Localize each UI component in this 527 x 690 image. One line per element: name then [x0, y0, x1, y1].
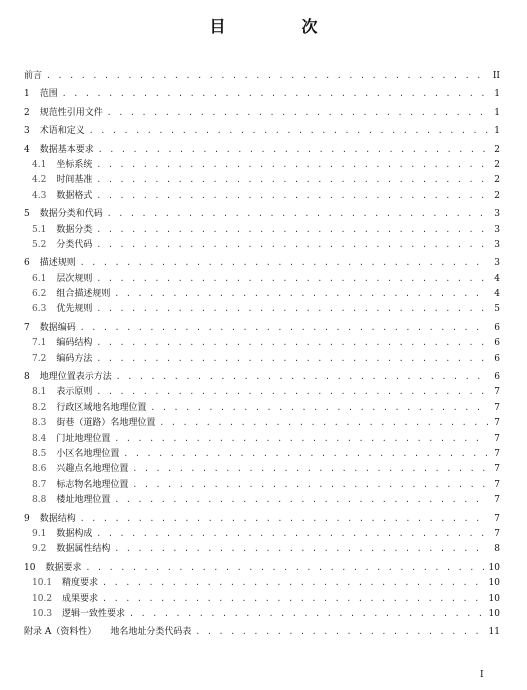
- toc-entry-number: 4.2: [32, 175, 47, 186]
- dot-leader: [114, 431, 488, 446]
- toc-entry[interactable]: [24, 301, 500, 316]
- toc-entry-label: 层次规则: [56, 273, 93, 284]
- dot-leader: [96, 271, 488, 286]
- toc-entry[interactable]: [24, 384, 500, 399]
- toc-entry-label: 规范性引用文件: [39, 107, 103, 118]
- toc-entry-number: 5.2: [32, 239, 47, 250]
- dot-leader: [96, 172, 488, 187]
- toc-entry-page: 3: [494, 258, 500, 269]
- toc-entry-number: 8.3: [32, 418, 47, 429]
- dot-leader: [107, 206, 488, 221]
- toc-entry[interactable]: [24, 172, 500, 187]
- toc-entry[interactable]: [24, 222, 500, 237]
- dot-leader: [195, 624, 484, 639]
- toc-entry[interactable]: [24, 606, 500, 621]
- toc-entry[interactable]: [24, 477, 500, 492]
- toc-entry-number: 4.3: [32, 190, 47, 201]
- toc-entry[interactable]: [24, 105, 500, 120]
- toc-entry-page: 7: [494, 495, 500, 506]
- dot-leader: [96, 237, 488, 252]
- toc-entry-label: 精度要求: [62, 578, 99, 589]
- toc-entry-page: II: [492, 71, 500, 81]
- toc-entry[interactable]: [24, 446, 500, 461]
- toc-entry-page: 7: [494, 513, 500, 524]
- toc-entry-number: 4: [24, 144, 30, 155]
- toc-entry[interactable]: [24, 320, 500, 335]
- toc-entry-label: 数据分类和代码: [39, 209, 103, 220]
- dot-leader: [96, 351, 488, 366]
- dot-leader: [46, 68, 488, 83]
- dot-leader: [96, 188, 488, 203]
- dot-leader: [123, 446, 488, 461]
- dot-leader: [114, 286, 488, 301]
- toc-entry[interactable]: [24, 575, 500, 590]
- toc-entry-label: 编码结构: [56, 338, 93, 349]
- dot-leader: [80, 511, 488, 526]
- toc-entry-number: 5: [24, 209, 30, 220]
- dot-leader: [98, 142, 488, 157]
- toc-entry[interactable]: [24, 335, 500, 350]
- toc-entry[interactable]: [24, 206, 500, 221]
- toc-entry-number: 9.1: [32, 528, 47, 539]
- toc-entry[interactable]: [24, 157, 500, 172]
- dot-leader: [159, 415, 488, 430]
- toc-entry-page: 2: [494, 190, 500, 201]
- dot-leader: [96, 222, 488, 237]
- table-of-contents: [24, 68, 500, 640]
- dot-leader: [96, 526, 488, 541]
- toc-entry-label: 分类代码: [56, 239, 93, 250]
- dot-leader: [116, 369, 488, 384]
- dot-leader: [62, 86, 488, 101]
- page-number: I: [480, 670, 484, 680]
- dot-leader: [107, 105, 488, 120]
- toc-entry-label: 编码方法: [56, 353, 93, 364]
- toc-entry-page: 4: [494, 273, 500, 284]
- toc-entry-label: 坐标系统: [56, 159, 93, 170]
- toc-entry-label: 街巷（道路）名地理位置: [56, 418, 156, 429]
- toc-entry-page: 1: [494, 89, 500, 100]
- toc-entry-number: 附录 A（资料性）: [24, 627, 97, 638]
- toc-entry-number: 10: [24, 562, 36, 573]
- toc-entry-number: 8.7: [32, 479, 47, 490]
- toc-entry-label: 兴趣点名地理位置: [56, 464, 129, 475]
- toc-entry-label: 前言: [24, 71, 43, 81]
- toc-entry-number: 7.1: [32, 338, 47, 349]
- dot-leader: [80, 255, 488, 270]
- toc-entry-label: 数据要求: [45, 562, 82, 573]
- toc-entry-page: 7: [494, 402, 500, 413]
- toc-entry-number: 8.8: [32, 495, 47, 506]
- dot-leader: [80, 320, 488, 335]
- toc-entry[interactable]: [24, 400, 500, 415]
- toc-entry-page: 7: [494, 448, 500, 459]
- toc-entry-page: 7: [494, 418, 500, 429]
- toc-entry-label: 数据构成: [56, 528, 93, 539]
- toc-entry-label: 地理位置表示方法: [39, 372, 112, 383]
- toc-entry-label: 数据属性结构: [56, 544, 111, 555]
- toc-entry-page: 7: [494, 464, 500, 475]
- toc-entry[interactable]: [24, 591, 500, 606]
- toc-entry-number: 10.1: [32, 578, 53, 589]
- toc-entry-number: 1: [24, 89, 30, 100]
- toc-entry-number: 2: [24, 107, 30, 118]
- toc-entry-number: 10.3: [32, 608, 53, 619]
- toc-entry[interactable]: [24, 624, 500, 639]
- toc-entry-number: 8: [24, 372, 30, 383]
- toc-entry-label: 数据编码: [39, 322, 76, 333]
- toc-entry-number: 9.2: [32, 544, 47, 555]
- toc-entry-page: 10: [488, 593, 500, 604]
- dot-leader: [96, 157, 488, 172]
- toc-entry-number: 6.3: [32, 304, 47, 315]
- toc-entry-label: 小区名地理位置: [56, 448, 120, 459]
- toc-entry-label: 数据格式: [56, 190, 93, 201]
- toc-entry-page: 3: [494, 239, 500, 250]
- toc-entry-label: 楼址地理位置: [56, 495, 111, 506]
- toc-entry-label: 标志物名地理位置: [56, 479, 129, 490]
- toc-entry-page: 10: [488, 608, 500, 619]
- toc-entry-number: 6: [24, 258, 30, 269]
- toc-entry-page: 6: [494, 353, 500, 364]
- toc-entry[interactable]: [24, 255, 500, 270]
- toc-entry[interactable]: [24, 86, 500, 101]
- toc-entry[interactable]: [24, 142, 500, 157]
- dot-leader: [132, 461, 488, 476]
- toc-entry[interactable]: [24, 461, 500, 476]
- toc-entry-number: 8.4: [32, 433, 47, 444]
- toc-entry-number: 8.2: [32, 402, 47, 413]
- toc-entry-number: 10.2: [32, 593, 53, 604]
- toc-entry-page: 6: [494, 372, 500, 383]
- toc-entry-number: 8.1: [32, 387, 47, 398]
- dot-leader: [150, 400, 488, 415]
- toc-entry-number: 4.1: [32, 159, 47, 170]
- dot-leader: [114, 541, 488, 556]
- toc-entry[interactable]: [24, 369, 500, 384]
- toc-entry[interactable]: [24, 511, 500, 526]
- toc-entry-page: 8: [494, 544, 500, 555]
- dot-leader: [85, 560, 484, 575]
- dot-leader: [102, 575, 484, 590]
- dot-leader: [129, 606, 484, 621]
- toc-entry-number: 3: [24, 126, 30, 137]
- dot-leader: [102, 591, 484, 606]
- dot-leader: [96, 335, 488, 350]
- toc-entry-page: 2: [494, 175, 500, 186]
- toc-entry-page: 11: [488, 627, 500, 638]
- toc-entry[interactable]: [24, 560, 500, 575]
- toc-entry-page: 4: [494, 289, 500, 300]
- toc-entry-page: 6: [494, 338, 500, 349]
- toc-entry-page: 2: [494, 144, 500, 155]
- toc-entry-page: 7: [494, 387, 500, 398]
- toc-entry-number: 7.2: [32, 353, 47, 364]
- toc-entry-label: 门址地理位置: [56, 433, 111, 444]
- toc-entry-page: 1: [494, 126, 500, 137]
- toc-entry-label: 数据分类: [56, 224, 93, 235]
- toc-entry-label: 描述规则: [39, 258, 76, 269]
- toc-entry[interactable]: [24, 68, 500, 83]
- toc-entry[interactable]: [24, 526, 500, 541]
- dot-leader: [89, 123, 488, 138]
- toc-entry-label: 行政区域地名地理位置: [56, 402, 147, 413]
- toc-entry-number: 8.6: [32, 464, 47, 475]
- toc-entry[interactable]: [24, 271, 500, 286]
- toc-entry-label: 成果要求: [62, 593, 99, 604]
- toc-entry-number: 5.1: [32, 224, 47, 235]
- toc-entry-label: 优先规则: [56, 304, 93, 315]
- toc-entry-number: 6.1: [32, 273, 47, 284]
- dot-leader: [132, 477, 488, 492]
- toc-entry[interactable]: [24, 351, 500, 366]
- toc-entry[interactable]: [24, 541, 500, 556]
- toc-entry[interactable]: [24, 123, 500, 138]
- toc-entry-label: 数据结构: [39, 513, 76, 524]
- toc-entry[interactable]: [24, 188, 500, 203]
- toc-entry-number: 7: [24, 322, 30, 333]
- toc-entry-page: 3: [494, 209, 500, 220]
- toc-entry-label: 数据基本要求: [39, 144, 94, 155]
- toc-entry[interactable]: [24, 492, 500, 507]
- page-title: 目 次: [209, 17, 348, 36]
- toc-entry-number: 8.5: [32, 448, 47, 459]
- dot-leader: [96, 301, 488, 316]
- dot-leader: [96, 384, 488, 399]
- toc-entry-page: 5: [494, 304, 500, 315]
- toc-entry-page: 10: [488, 562, 500, 573]
- toc-entry-label: 术语和定义: [39, 126, 85, 137]
- toc-entry-page: 10: [488, 578, 500, 589]
- toc-entry[interactable]: [24, 415, 500, 430]
- toc-entry-page: 7: [494, 479, 500, 490]
- toc-entry-label: 组合描述规则: [56, 289, 111, 300]
- toc-entry[interactable]: [24, 286, 500, 301]
- toc-entry-label: 时间基准: [56, 175, 93, 186]
- toc-entry[interactable]: [24, 431, 500, 446]
- toc-entry-page: 3: [494, 224, 500, 235]
- toc-entry-page: 7: [494, 433, 500, 444]
- toc-entry[interactable]: [24, 237, 500, 252]
- toc-entry-page: 1: [494, 107, 500, 118]
- toc-entry-label: 逻辑一致性要求: [62, 608, 126, 619]
- dot-leader: [114, 492, 488, 507]
- toc-entry-label: 范围: [39, 89, 58, 100]
- toc-entry-page: 6: [494, 322, 500, 333]
- toc-entry-number: 6.2: [32, 289, 47, 300]
- toc-entry-page: 7: [494, 528, 500, 539]
- toc-entry-label: 表示原则: [56, 387, 93, 398]
- toc-entry-page: 2: [494, 159, 500, 170]
- toc-entry-number: 9: [24, 513, 30, 524]
- toc-entry-label: 地名地址分类代码表: [110, 627, 192, 638]
